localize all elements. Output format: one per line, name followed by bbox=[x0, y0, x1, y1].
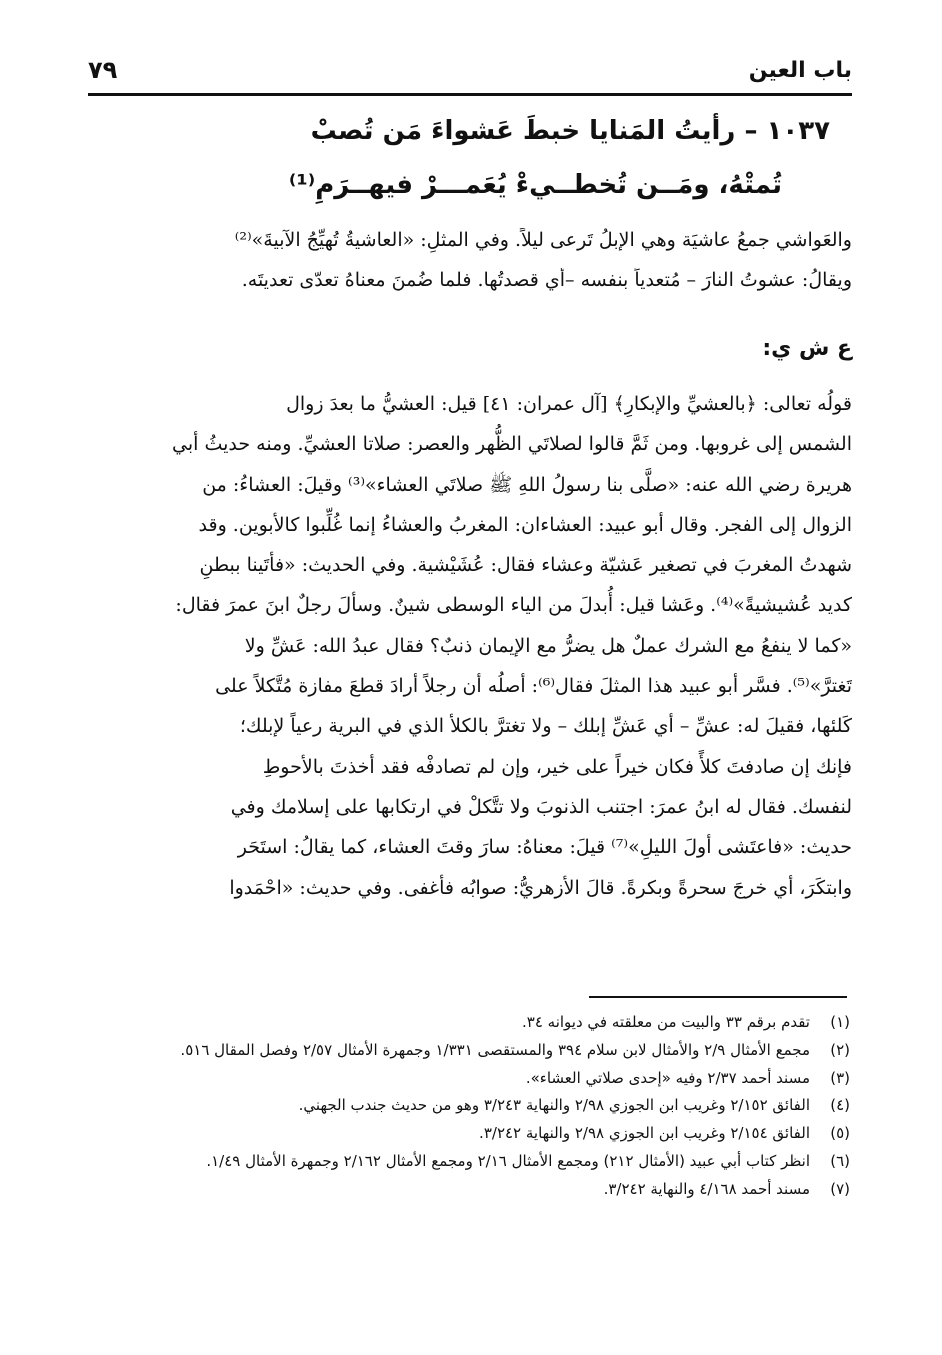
verse-line-1: ١٠٣٧ – رأيتُ المَنايا خبطَ عَشواءَ مَن تُصبْ bbox=[310, 116, 830, 146]
footnote-number: (٣) bbox=[830, 1068, 850, 1087]
running-header bbox=[88, 52, 852, 88]
text-line: لنفسك. فقال له ابنُ عمرَ: اجتنب الذنوبَ ولا تتَّكلْ في ارتكابها على إسلامك وفي bbox=[230, 795, 852, 818]
footnote-number: (٦) bbox=[830, 1151, 850, 1170]
footnote-text: مجمع الأمثال ٢/٩ والأمثال لابن سلام ٣٩٤ والمستقصى ١/٣٣١ وجمهرة الأمثال ٢/٥٧ وفصل المقال ٥١٦. bbox=[180, 1040, 810, 1059]
footnote bbox=[84, 1151, 850, 1173]
footnote-number: (٥) bbox=[830, 1124, 850, 1142]
footnote bbox=[84, 1068, 850, 1090]
footnote-text: مسند أحمد ٢/٣٧ وفيه «إحدى صلاتي العشاء». bbox=[525, 1068, 810, 1087]
verse-line-2: تُمتْهُ، ومَــن تُخطــيءْ يُعَمـــرْ فيهــرَمِ⁽¹⁾ bbox=[288, 170, 782, 200]
footnote-number: (٤) bbox=[830, 1096, 850, 1115]
footnote bbox=[84, 1040, 850, 1062]
text-line: كَلئها، فقيلَ له: عشِّ – أي عَشِّ إبلك – ولا تغترَّ بالكلأ الذي في البرية رعياً لإبلك؛ bbox=[239, 715, 852, 738]
text-line: كديد عُشيشيةً»⁽⁴⁾. وعَشا قيل: أُبدلَ من الياء الوسطى شينٌ. وسألَ رجلٌ ابنَ عمرَ فقال: bbox=[175, 594, 852, 617]
footnote-number: (٢) bbox=[830, 1040, 850, 1059]
text-line: تَغترَّ»⁽⁵⁾. فسَّر أبو عبيد هذا المثلَ فقال⁽⁶⁾: أصلُه أن رجلاً أرادَ قطعَ مفازة مُتَّكلاً على bbox=[215, 675, 852, 698]
text-line: حديث: «فاعتَشى أولَ الليلِ»⁽⁷⁾ قيلَ: معناهُ: سارَ وقتَ العشاء، كما يقالُ: استَحَر bbox=[237, 836, 852, 859]
footnote-text: تقدم برقم ٣٣ والبيت من معلقته في ديوانه ٣٤. bbox=[522, 1013, 810, 1031]
root-heading: ع ش ي: bbox=[762, 336, 852, 361]
page-number: ٧٩ bbox=[88, 56, 118, 84]
footnote bbox=[84, 1095, 850, 1117]
text-line: شهدتُ المغربَ في تصغير عَشيّة وعشاء فقال: عُشَيْشية. وفي الحديث: «فأتَينا ببطنِ bbox=[199, 554, 852, 577]
footnote-text: انظر كتاب أبي عبيد (الأمثال ٢١٢) ومجمع الأمثال ٢/١٦ ومجمع الأمثال ٢/١٦٢ وجمهرة الأمثال ١/٤٩. bbox=[206, 1151, 810, 1170]
commentary-paragraph bbox=[86, 228, 852, 308]
footnote bbox=[84, 1123, 850, 1145]
header-rule bbox=[88, 93, 852, 96]
footnote-text: الفائق ٢/١٥٤ وغريب ابن الجوزي ٢/٩٨ والنهاية ٣/٢٤٢. bbox=[479, 1124, 810, 1142]
footnote-number: (١) bbox=[830, 1013, 850, 1031]
entry-paragraph bbox=[86, 384, 852, 908]
section-title: باب العين bbox=[748, 57, 852, 83]
text-line: والعَواشي جمعُ عاشيَة وهي الإبلُ تَرعى ليلاً. وفي المثلِ: «العاشيةُ تُهيِّجُ الآبيةَ»⁽²⁾ bbox=[234, 229, 852, 251]
text-line: ويقالُ: عشوتُ النارَ – مُتعدياً بنفسه –أي قصدتُها. فلما ضُمنَ معناهُ تعدّى تعديتَه. bbox=[241, 269, 852, 291]
footnote-text: مسند أحمد ٤/١٦٨ والنهاية ٣/٢٤٢. bbox=[603, 1179, 810, 1198]
text-line: هريرة رضي الله عنه: «صلَّى بنا رسولُ اللهِ ﷺ صلاتَي العشاء»⁽³⁾ وقيلَ: العشاءُ: من bbox=[202, 473, 852, 496]
text-line: الزوال إلى الفجر. وقال أبو عبيد: العشاءان: المغربُ والعشاءُ إنما غُلِّبوا كالأبوين. وقد bbox=[198, 513, 852, 536]
footnote-text: الفائق ٢/١٥٢ وغريب ابن الجوزي ٢/٩٨ والنهاية ٣/٢٤٣ وهو من حديث جندب الجهني. bbox=[298, 1096, 810, 1115]
text-line: الشمس إلى غروبها. ومن ثَمَّ قالوا لصلاتَي الظُّهر والعصر: صلاتا العشيِّ. ومنه حديثُ أبي bbox=[172, 433, 852, 456]
text-line: «كما لا ينفعُ مع الشرك عملٌ هل يضرُّ مع الإيمان ذنبٌ؟ فقال عبدُ الله: عَشِّ ولا bbox=[244, 634, 852, 657]
footnote bbox=[84, 1012, 850, 1034]
footnote bbox=[84, 1179, 850, 1201]
footnotes bbox=[84, 1012, 850, 1206]
footnote-number: (٧) bbox=[830, 1179, 850, 1198]
text-line: قولُه تعالى: ﴿بالعشيِّ والإبكارِ﴾ [آل عمران: ٤١] قيل: العشيُّ ما بعدَ زوال bbox=[286, 393, 852, 415]
footnote-separator bbox=[589, 996, 847, 998]
text-line: فإنك إن صادفتَ كلأً فكان خيراً على خير، وإن لم تصادفْه فقد أخذتَ بالأحوطِ bbox=[262, 755, 852, 778]
text-line: وابتكَرَ، أي خرجَ سحرةً وبكرةً. قالَ الأزهريُّ: صوابُه فأغفى. وفي حديث: «احْمَدوا bbox=[229, 876, 852, 899]
